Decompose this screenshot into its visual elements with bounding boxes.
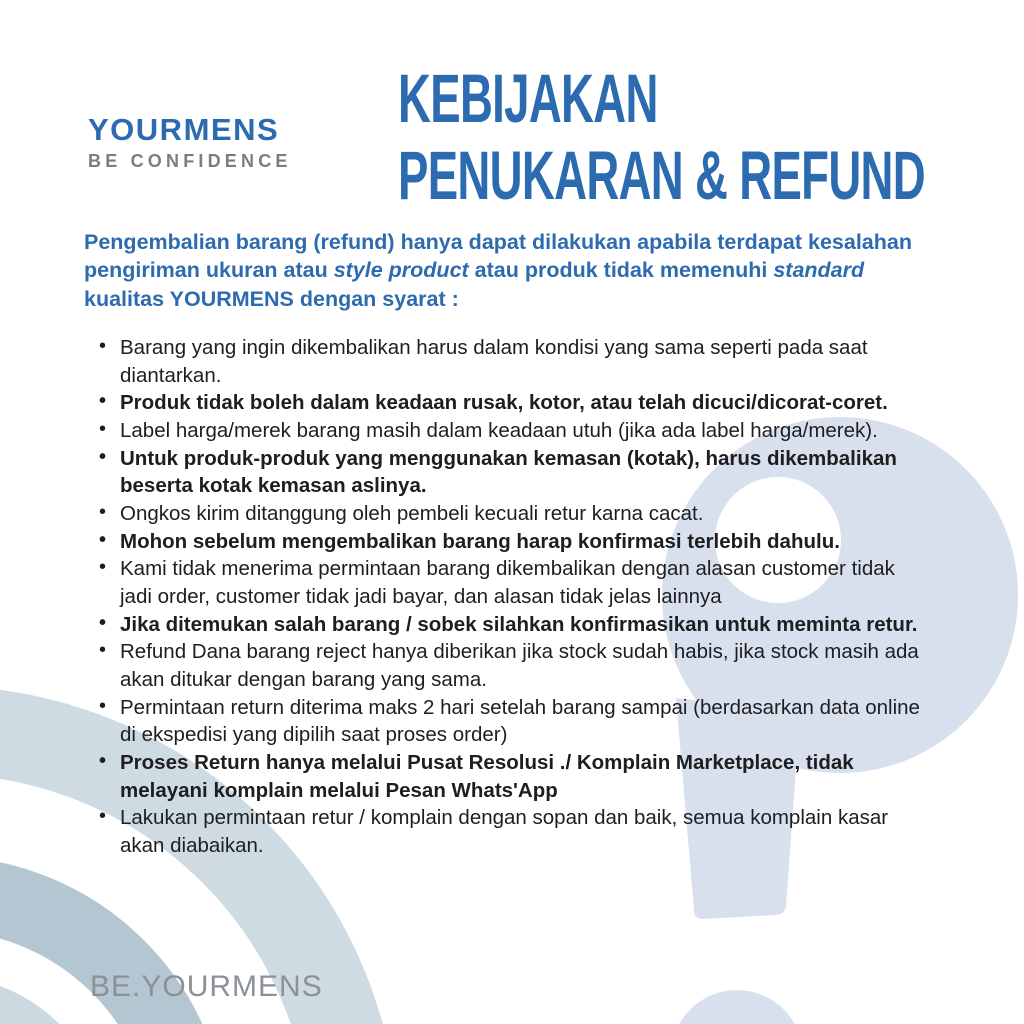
list-item-text: Jika ditemukan salah barang / sobek silahkan konfirmasikan untuk meminta retur. bbox=[120, 612, 918, 636]
bullet-icon: • bbox=[99, 639, 107, 662]
list-item-text: Barang yang ingin dikembalikan harus dalam kondisi yang sama seperti pada saat diantarkan. bbox=[120, 336, 868, 387]
bullet-icon: • bbox=[99, 694, 107, 717]
bullet-icon: • bbox=[99, 390, 107, 413]
list-item bbox=[96, 555, 924, 610]
list-item-text: Mohon sebelum mengembalikan barang harap konfirmasi terlebih dahulu. bbox=[120, 529, 840, 553]
list-item bbox=[96, 611, 924, 639]
list-item-text: Refund Dana barang reject hanya diberikan jika stock sudah habis, jika stock masih ada akan ditukar dengan barang yang sama. bbox=[120, 640, 919, 692]
list-item-text: Ongkos kirim ditanggung oleh pembeli kecuali retur karna cacat. bbox=[120, 502, 704, 526]
intro-text: kualitas YOURMENS dengan syarat : bbox=[84, 286, 459, 311]
list-item-text: Permintaan return diterima maks 2 hari setelah barang sampai (berdasarkan data online di ekspedisi yang dipilih saat proses order) bbox=[120, 695, 920, 747]
list-item-text: Kami tidak menerima permintaan barang dikembalikan dengan alasan customer tidak jadi order, customer tidak jadi bayar, dan alasan tidak jelas lainnya bbox=[120, 557, 895, 609]
list-item bbox=[96, 334, 924, 389]
bullet-icon: • bbox=[99, 556, 107, 579]
arc-inner bbox=[0, 1005, 80, 1024]
intro-italic-style-product: style product bbox=[333, 258, 469, 283]
page-title bbox=[398, 60, 925, 215]
list-item bbox=[96, 417, 924, 445]
list-item bbox=[96, 389, 924, 417]
list-item-text: Label harga/merek barang masih dalam keadaan utuh (jika ada label harga/merek). bbox=[120, 419, 878, 443]
footer-brand-text: BE.YOURMENS bbox=[90, 970, 323, 1003]
list-item-text: Lakukan permintaan retur / komplain dengan sopan dan baik, semua komplain kasar akan diabaikan. bbox=[120, 806, 889, 858]
bullet-icon: • bbox=[99, 335, 107, 357]
list-item bbox=[96, 749, 924, 804]
intro-italic-standard: standard bbox=[773, 258, 865, 283]
bullet-icon: • bbox=[99, 445, 107, 468]
bullet-icon: • bbox=[99, 528, 107, 551]
bullet-icon: • bbox=[99, 805, 107, 828]
list-item-text: Untuk produk-produk yang menggunakan kemasan (kotak), harus dikembalikan beserta kotak kemasan aslinya. bbox=[120, 446, 897, 498]
list-item bbox=[96, 804, 924, 859]
list-item bbox=[96, 445, 924, 500]
intro-text: atau produk tidak memenuhi bbox=[468, 258, 774, 283]
brand-tagline: BE CONFIDENCE bbox=[88, 151, 292, 172]
bullet-icon: • bbox=[99, 501, 107, 524]
policy-list bbox=[96, 334, 924, 860]
list-item-text: Proses Return hanya melalui Pusat Resolusi ./ Komplain Marketplace, tidak melayani komplain melalui Pesan Whats'App bbox=[120, 751, 854, 802]
brand-logo: YOURMENS bbox=[88, 112, 280, 147]
list-item-text: Produk tidak boleh dalam keadaan rusak, kotor, atau telah dicuci/dicorat-coret. bbox=[120, 391, 888, 415]
intro-paragraph bbox=[84, 228, 936, 313]
page-title-line2: PENUKARAN & REFUND bbox=[398, 137, 926, 215]
list-item bbox=[96, 500, 924, 528]
list-item bbox=[96, 694, 924, 749]
page-title-line1: KEBIJAKAN bbox=[398, 60, 658, 137]
bullet-icon: • bbox=[99, 611, 107, 634]
list-item bbox=[96, 528, 924, 556]
brand-block bbox=[88, 113, 292, 172]
list-item bbox=[96, 638, 924, 693]
bullet-icon: • bbox=[99, 418, 107, 441]
intro-text: Pengembalian barang (refund) hanya dapat dilakukan apabila terdapat kesalahan pengiriman ukuran atau bbox=[84, 230, 912, 283]
bullet-icon: • bbox=[99, 750, 107, 773]
